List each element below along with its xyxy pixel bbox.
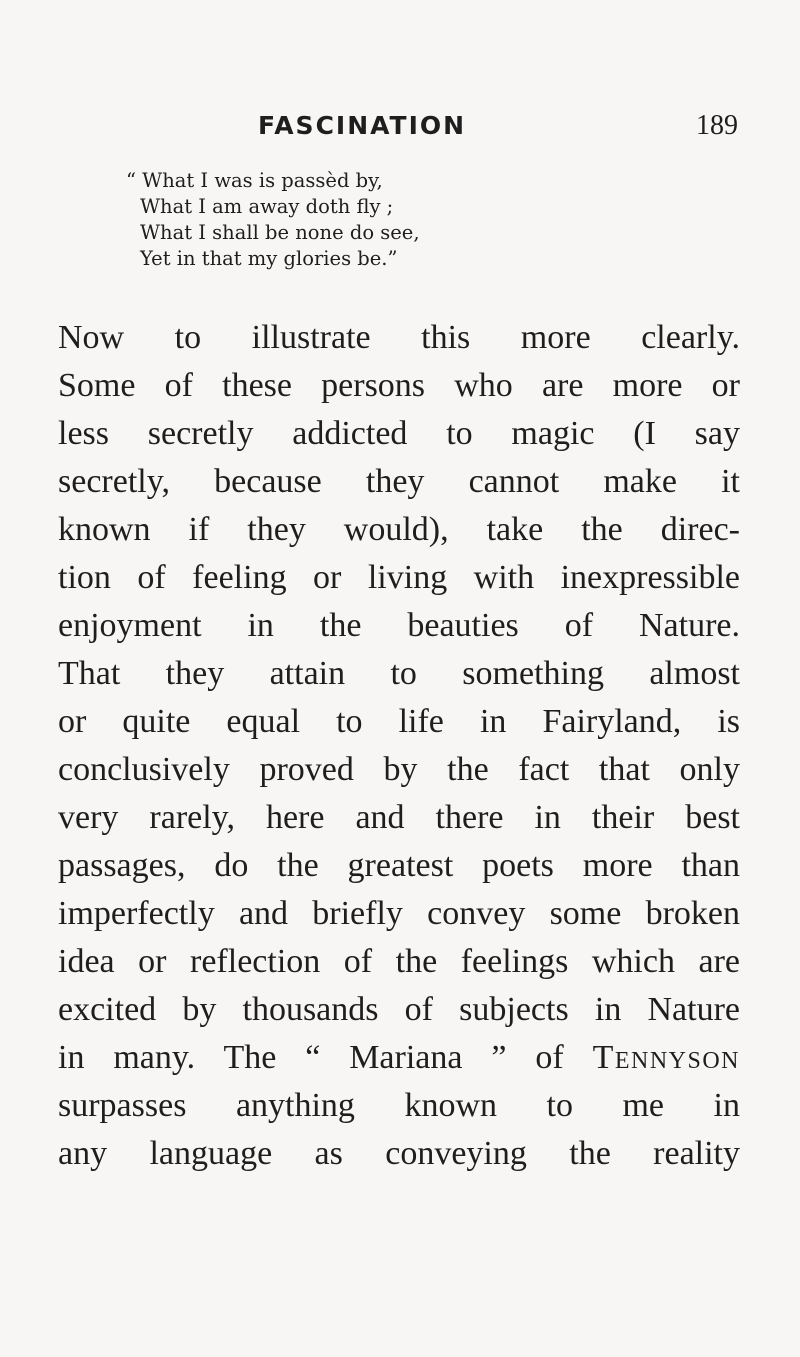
text-line: secretly, because they cannot make it — [58, 463, 740, 500]
chapter-title: FASCINATION — [258, 111, 467, 140]
text-line-with-author — [58, 1038, 740, 1078]
verse-line: What I am away doth fly ; — [140, 195, 394, 218]
text-line: passages, do the greatest poets more than — [58, 847, 740, 884]
text-line: excited by thousands of subjects in Nature — [58, 991, 740, 1028]
text-line: known if they would), take the direc- — [58, 511, 740, 548]
running-head — [0, 110, 800, 150]
text-line: That they attain to something almost — [58, 655, 740, 692]
page-number: 189 — [696, 110, 738, 141]
verse-line: Yet in that my glories be.” — [140, 247, 398, 270]
text-line: Now to illustrate this more clearly. — [58, 319, 740, 356]
text-line: or quite equal to life in Fairyland, is — [58, 703, 740, 740]
text-line: surpasses anything known to me in — [58, 1087, 740, 1124]
author-name: Tennyson — [592, 1039, 740, 1076]
verse-line: What I shall be none do see, — [140, 221, 420, 244]
text-line: conclusively proved by the fact that only — [58, 751, 740, 788]
text-line: less secretly addicted to magic (I say — [58, 415, 740, 452]
text-line: tion of feeling or living with inexpressible — [58, 559, 740, 596]
text-segment: in many. The “ Mariana ” of — [58, 1039, 593, 1076]
text-line: Some of these persons who are more or — [58, 367, 740, 404]
text-line: imperfectly and briefly convey some broken — [58, 895, 740, 932]
text-line: any language as conveying the reality — [58, 1135, 740, 1172]
text-line: enjoyment in the beauties of Nature. — [58, 607, 740, 644]
verse-line: “ What I was is passèd by, — [126, 169, 383, 192]
text-line: very rarely, here and there in their best — [58, 799, 740, 836]
text-line: idea or reflection of the feelings which are — [58, 943, 740, 980]
